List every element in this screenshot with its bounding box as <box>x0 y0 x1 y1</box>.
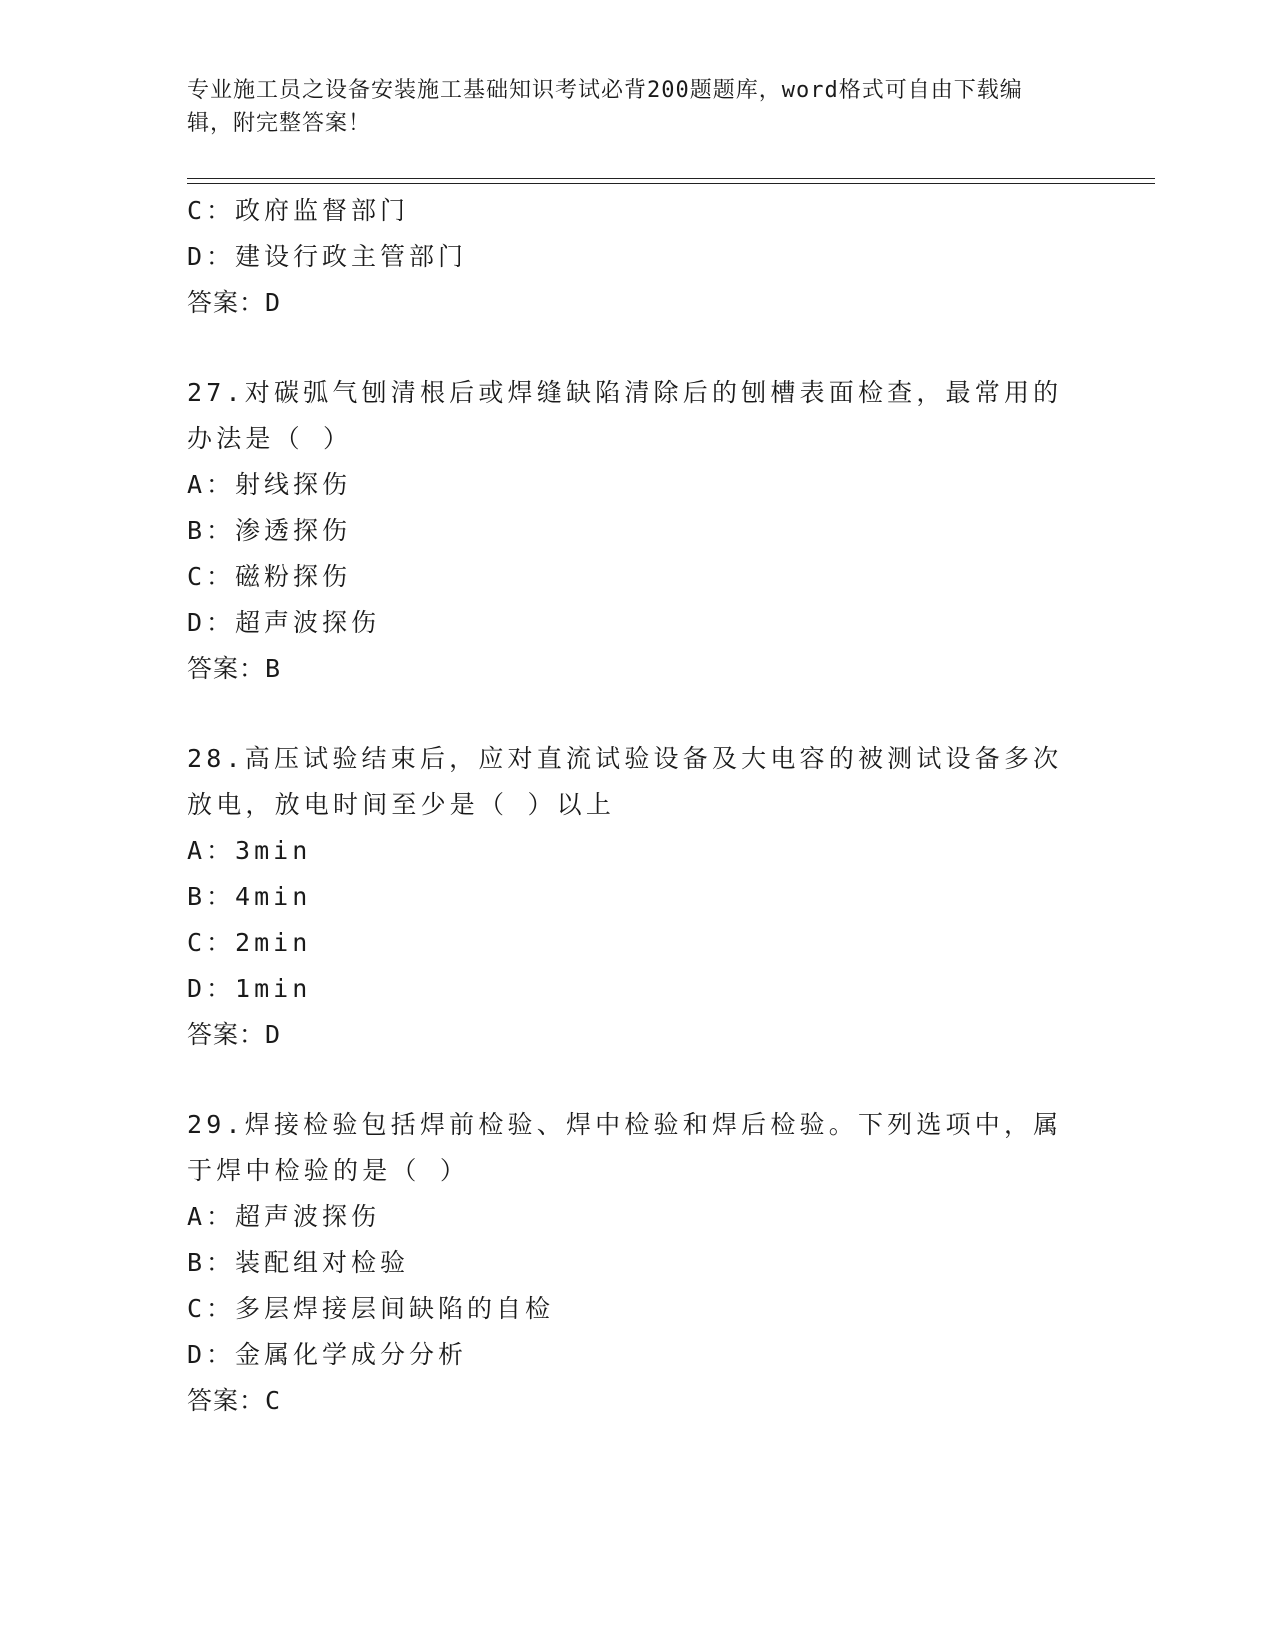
option-b: B：渗透探伤 <box>187 516 352 545</box>
option-d: D：1min <box>187 974 312 1003</box>
option-b: B：4min <box>187 882 312 911</box>
answer-line: 答案：D <box>187 288 282 317</box>
option-c: C：磁粉探伤 <box>187 562 352 591</box>
option-a: A：超声波探伤 <box>187 1202 381 1231</box>
option-d: D：金属化学成分分析 <box>187 1340 468 1369</box>
option-d: D：超声波探伤 <box>187 608 381 637</box>
question-29 <box>187 1102 1087 1424</box>
option-d: D：建设行政主管部门 <box>187 242 468 271</box>
option-a: A：射线探伤 <box>187 470 352 499</box>
question-28 <box>187 736 1087 1058</box>
answer-line: 答案：B <box>187 654 282 683</box>
question-27 <box>187 370 1087 692</box>
question-fragment <box>187 188 1087 326</box>
page-header: 专业施工员之设备安装施工基础知识考试必背200题题库，word格式可自由下载编辑，附完整答案！ <box>187 78 1023 136</box>
question-stem: 29.焊接检验包括焊前检验、焊中检验和焊后检验。下列选项中，属于焊中检验的是（ ） <box>187 1110 1063 1185</box>
option-c: C：多层焊接层间缺陷的自检 <box>187 1294 555 1323</box>
question-stem: 27.对碳弧气刨清根后或焊缝缺陷清除后的刨槽表面检查，最常用的办法是（ ） <box>187 378 1063 453</box>
header-rule-top <box>187 178 1155 179</box>
option-a: A：3min <box>187 836 312 865</box>
header-rule-bottom <box>187 183 1155 184</box>
answer-line: 答案：D <box>187 1020 282 1049</box>
answer-line: 答案：C <box>187 1386 282 1415</box>
option-c: C：政府监督部门 <box>187 196 410 225</box>
option-c: C：2min <box>187 928 312 957</box>
option-b: B：装配组对检验 <box>187 1248 410 1277</box>
question-stem: 28.高压试验结束后，应对直流试验设备及大电容的被测试设备多次放电，放电时间至少是（ ）以上 <box>187 744 1063 819</box>
question-list <box>187 188 1087 1424</box>
